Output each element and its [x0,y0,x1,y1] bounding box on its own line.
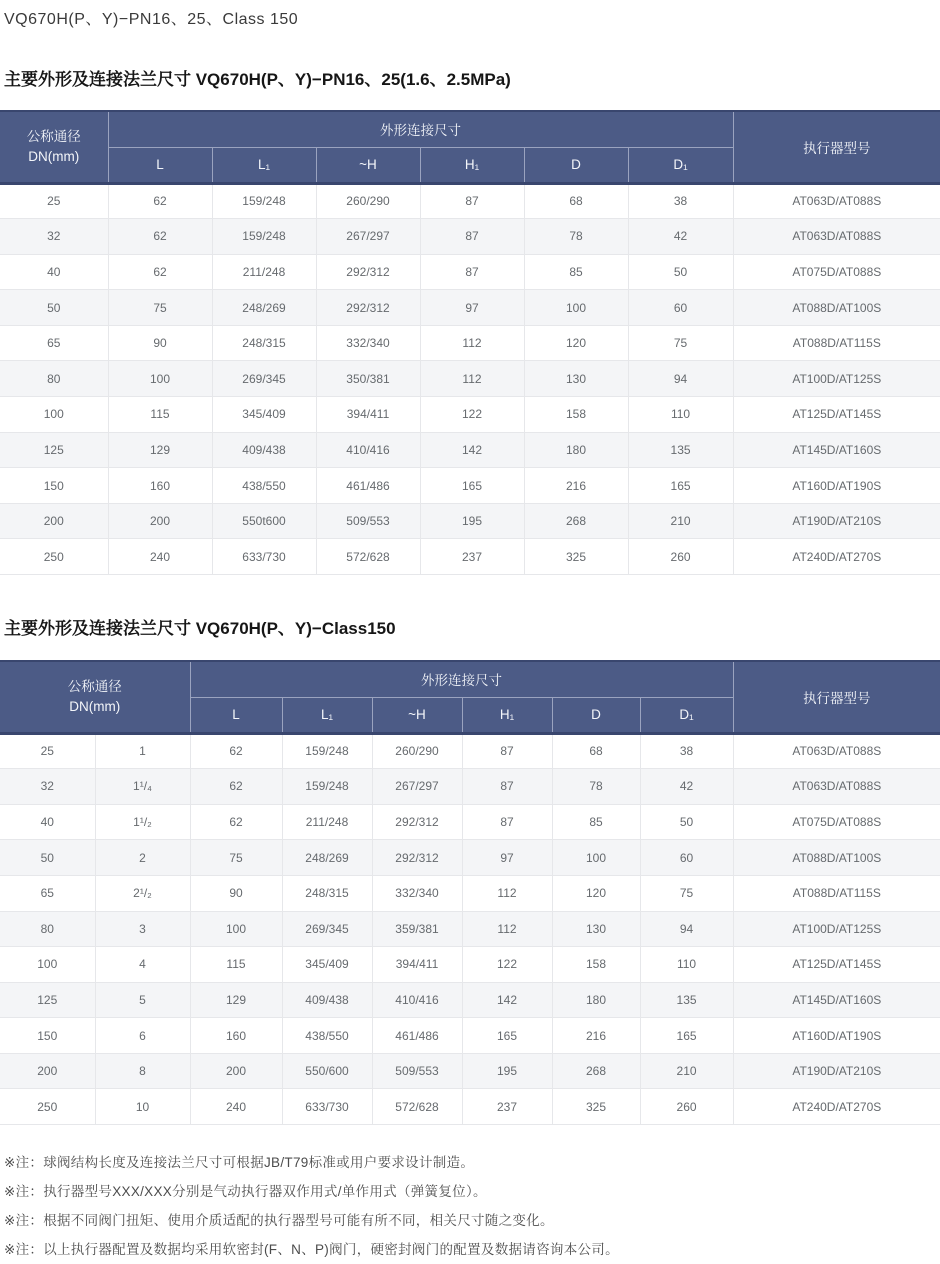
column-header-l1: L₁ [282,697,372,733]
table-cell: 260/290 [372,733,462,769]
table-cell: 85 [524,254,628,290]
column-header-l: L [108,147,212,183]
table-cell: 100 [0,947,95,983]
table-cell: 65 [0,875,95,911]
column-header-l1: L₁ [212,147,316,183]
table-cell: 75 [108,290,212,326]
table-cell: 165 [628,468,733,504]
table-cell: 180 [552,982,640,1018]
table-cell: 87 [420,254,524,290]
table-row [0,325,940,361]
table-cell: 159/248 [282,733,372,769]
table-row [0,397,940,433]
table-cell: 158 [552,947,640,983]
table-cell: AT240D/AT270S [733,539,940,575]
table-cell: 438/550 [282,1018,372,1054]
table-cell: AT160D/AT190S [733,1018,940,1054]
table-cell: 112 [462,911,552,947]
table-cell: 32 [0,219,108,255]
table-cell: AT125D/AT145S [733,397,940,433]
table-cell: 159/248 [282,769,372,805]
table-cell: 165 [420,468,524,504]
table-cell: 633/730 [282,1089,372,1125]
table-cell: 4 [95,947,190,983]
table-cell: 87 [462,733,552,769]
table-cell: 210 [628,503,733,539]
footnote: ※注：根据不同阀门扭矩、使用介质适配的执行器型号可能有所不同，相关尺寸随之变化。 [4,1213,554,1229]
table-cell: 3 [95,911,190,947]
table-cell: 438/550 [212,468,316,504]
table-cell: 40 [0,254,108,290]
table-cell: 248/269 [282,840,372,876]
table-cell: 250 [0,539,108,575]
table-cell: 142 [420,432,524,468]
table-row [0,1018,940,1054]
table-cell: 269/345 [212,361,316,397]
table-cell: 409/438 [282,982,372,1018]
dn-label-line1: 公称通径 [26,129,81,145]
table-cell: 159/248 [212,219,316,255]
table-cell: 50 [640,804,733,840]
table-row [0,947,940,983]
table-cell: AT088D/AT115S [733,875,940,911]
table-cell: 135 [628,432,733,468]
table-row [0,183,940,219]
table-cell: 62 [190,733,282,769]
table-cell: 125 [0,982,95,1018]
table-cell: 160 [190,1018,282,1054]
table-cell: 240 [190,1089,282,1125]
table-cell: 345/409 [212,397,316,433]
column-header-h1: H₁ [462,697,552,733]
table-cell: AT145D/AT160S [733,432,940,468]
table-cell: 572/628 [372,1089,462,1125]
table-cell: 160 [108,468,212,504]
table-cell: 75 [640,875,733,911]
column-header-dn [0,111,108,183]
table-cell: 5 [95,982,190,1018]
table-row [0,840,940,876]
table-cell: 292/312 [372,804,462,840]
table-cell: 78 [552,769,640,805]
table-cell: 50 [628,254,733,290]
table-cell: 237 [420,539,524,575]
table-cell: 60 [640,840,733,876]
table-cell: 461/486 [372,1018,462,1054]
table-cell: 325 [552,1089,640,1125]
table-cell: 100 [190,911,282,947]
column-header-d: D [524,147,628,183]
table-cell: 216 [552,1018,640,1054]
table-cell: 1¹/₂ [95,804,190,840]
table-row [0,1053,940,1089]
table-row [0,769,940,805]
table-cell: 42 [628,219,733,255]
table-cell: 122 [420,397,524,433]
table-cell: 60 [628,290,733,326]
table-cell: 65 [0,325,108,361]
table-cell: 2 [95,840,190,876]
table-cell: 40 [0,804,95,840]
column-header-dn [0,661,190,733]
table-cell: 200 [108,503,212,539]
table-cell: 87 [462,804,552,840]
table-cell: 216 [524,468,628,504]
table-cell: 94 [628,361,733,397]
table-cell: 260/290 [316,183,420,219]
table-cell: 292/312 [316,254,420,290]
table-cell: 165 [640,1018,733,1054]
table-cell: 6 [95,1018,190,1054]
dn-label-line1: 公称通径 [67,679,122,695]
table-cell: 2¹/₂ [95,875,190,911]
table-cell: 165 [462,1018,552,1054]
table-row [0,254,940,290]
table-cell: 112 [462,875,552,911]
table-cell: 350/381 [316,361,420,397]
table-cell: 240 [108,539,212,575]
table-body [0,733,940,1125]
table-cell: 200 [0,503,108,539]
table-row [0,539,940,575]
table-cell: 550/600 [282,1053,372,1089]
footnotes [0,1148,940,1264]
table-cell: 248/315 [212,325,316,361]
table-cell: 80 [0,361,108,397]
column-header-d: D [552,697,640,733]
table-cell: 10 [95,1089,190,1125]
table-cell: 100 [552,840,640,876]
footnote: ※注：球阀结构长度及连接法兰尺寸可根据JB/T79标准或用户要求设计制造。 [4,1155,475,1171]
table-cell: 120 [524,325,628,361]
table-cell: 200 [190,1053,282,1089]
section-heading-pn16-25: 主要外形及连接法兰尺寸 VQ670H(P、Y)−PN16、25(1.6、2.5MPa) [4,70,511,89]
column-header-h: ~H [316,147,420,183]
table-cell: 129 [190,982,282,1018]
table-cell: 210 [640,1053,733,1089]
table-cell: AT088D/AT115S [733,325,940,361]
table-cell: 195 [420,503,524,539]
table-cell: 62 [190,769,282,805]
table-row [0,219,940,255]
table-cell: 100 [524,290,628,326]
table-cell: 509/553 [316,503,420,539]
table-cell: 142 [462,982,552,1018]
table-cell: 135 [640,982,733,1018]
table-cell: 50 [0,840,95,876]
table-row [0,468,940,504]
column-group-header-dimensions: 外形连接尺寸 [190,661,733,697]
table-cell: AT063D/AT088S [733,183,940,219]
table-cell: 150 [0,468,108,504]
table-cell: AT160D/AT190S [733,468,940,504]
table-cell: 633/730 [212,539,316,575]
table-cell: 85 [552,804,640,840]
table-cell: 237 [462,1089,552,1125]
table-cell: 68 [552,733,640,769]
table-row [0,911,940,947]
table-cell: AT190D/AT210S [733,503,940,539]
table-row [0,361,940,397]
table-cell: 32 [0,769,95,805]
table-cell: 120 [552,875,640,911]
table-cell: 572/628 [316,539,420,575]
column-header-l: L [190,697,282,733]
table-cell: 332/340 [372,875,462,911]
table-cell: 180 [524,432,628,468]
table-cell: AT125D/AT145S [733,947,940,983]
table-cell: 90 [190,875,282,911]
table-cell: 75 [628,325,733,361]
table-row [0,503,940,539]
table-row [0,733,940,769]
table-cell: 394/411 [372,947,462,983]
table-cell: 97 [462,840,552,876]
table-cell: 248/269 [212,290,316,326]
column-header-h1: H₁ [420,147,524,183]
table-cell: 62 [108,254,212,290]
dimension-table-pn16-25 [0,110,940,575]
table-row [0,875,940,911]
table-cell: 200 [0,1053,95,1089]
table-cell: AT088D/AT100S [733,290,940,326]
column-header-d1: D₁ [640,697,733,733]
table-row [0,290,940,326]
table-cell: 461/486 [316,468,420,504]
table-cell: 38 [640,733,733,769]
table-cell: 112 [420,325,524,361]
table-cell: 332/340 [316,325,420,361]
table-cell: 62 [108,183,212,219]
table-cell: 292/312 [316,290,420,326]
table-cell: 68 [524,183,628,219]
table-cell: 38 [628,183,733,219]
table-cell: 94 [640,911,733,947]
table-cell: 62 [108,219,212,255]
table-cell: 211/248 [282,804,372,840]
table-row [0,432,940,468]
table-cell: 550t600 [212,503,316,539]
table-cell: 25 [0,733,95,769]
table-cell: 90 [108,325,212,361]
table-cell: 260 [640,1089,733,1125]
table-cell: 345/409 [282,947,372,983]
column-group-header-dimensions: 外形连接尺寸 [108,111,733,147]
footnote: ※注：执行器型号XXX/XXX分别是气动执行器双作用式/单作用式（弹簧复位）。 [4,1184,487,1200]
table-cell: 42 [640,769,733,805]
table-cell: AT063D/AT088S [733,769,940,805]
table-cell: 100 [0,397,108,433]
table-cell: AT240D/AT270S [733,1089,940,1125]
table-cell: 130 [524,361,628,397]
table-cell: AT063D/AT088S [733,219,940,255]
table-row [0,804,940,840]
table-cell: 110 [640,947,733,983]
column-header-d1: D₁ [628,147,733,183]
table-cell: 267/297 [316,219,420,255]
dimension-table-class150 [0,660,940,1125]
table-cell: 1 [95,733,190,769]
table-cell: AT145D/AT160S [733,982,940,1018]
table-cell: AT100D/AT125S [733,361,940,397]
table-cell: 159/248 [212,183,316,219]
table-cell: 110 [628,397,733,433]
table-cell: 158 [524,397,628,433]
table-cell: AT088D/AT100S [733,840,940,876]
table-cell: 248/315 [282,875,372,911]
table-cell: 75 [190,840,282,876]
table-cell: 1¹/₄ [95,769,190,805]
table-cell: 211/248 [212,254,316,290]
table-cell: AT190D/AT210S [733,1053,940,1089]
table-cell: 25 [0,183,108,219]
table-cell: 87 [420,219,524,255]
table-cell: AT075D/AT088S [733,254,940,290]
table-body [0,183,940,575]
table-cell: 325 [524,539,628,575]
table-cell: 268 [552,1053,640,1089]
table-cell: 409/438 [212,432,316,468]
table-cell: 195 [462,1053,552,1089]
dn-label-line2: DN(mm) [69,698,121,714]
column-header-actuator: 执行器型号 [733,111,940,183]
table-cell: 267/297 [372,769,462,805]
table-cell: 115 [108,397,212,433]
table-cell: 87 [420,183,524,219]
table-cell: 410/416 [372,982,462,1018]
table-cell: 97 [420,290,524,326]
table-cell: 78 [524,219,628,255]
table-cell: 100 [108,361,212,397]
table-cell: 8 [95,1053,190,1089]
table-cell: 359/381 [372,911,462,947]
table-cell: 292/312 [372,840,462,876]
table-cell: 509/553 [372,1053,462,1089]
footnote: ※注：以上执行器配置及数据均采用软密封(F、N、P)阀门，硬密封阀门的配置及数据请咨询本公司。 [4,1242,619,1258]
column-header-h: ~H [372,697,462,733]
table-cell: 129 [108,432,212,468]
table-cell: 87 [462,769,552,805]
table-cell: 122 [462,947,552,983]
table-cell: 125 [0,432,108,468]
table-header [0,661,940,733]
table-cell: 260 [628,539,733,575]
table-cell: 410/416 [316,432,420,468]
table-cell: 268 [524,503,628,539]
table-header [0,111,940,183]
dn-label-line2: DN(mm) [28,148,80,164]
table-cell: AT075D/AT088S [733,804,940,840]
table-cell: AT100D/AT125S [733,911,940,947]
table-cell: AT063D/AT088S [733,733,940,769]
table-cell: 269/345 [282,911,372,947]
table-row [0,982,940,1018]
table-cell: 112 [420,361,524,397]
table-cell: 130 [552,911,640,947]
table-cell: 115 [190,947,282,983]
table-cell: 394/411 [316,397,420,433]
section-heading-class150: 主要外形及连接法兰尺寸 VQ670H(P、Y)−Class150 [4,619,396,639]
column-header-actuator: 执行器型号 [733,661,940,733]
page-title: VQ670H(P、Y)−PN16、25、Class 150 [4,11,299,28]
table-cell: 50 [0,290,108,326]
table-cell: 150 [0,1018,95,1054]
table-cell: 80 [0,911,95,947]
table-row [0,1089,940,1125]
table-cell: 250 [0,1089,95,1125]
table-cell: 62 [190,804,282,840]
